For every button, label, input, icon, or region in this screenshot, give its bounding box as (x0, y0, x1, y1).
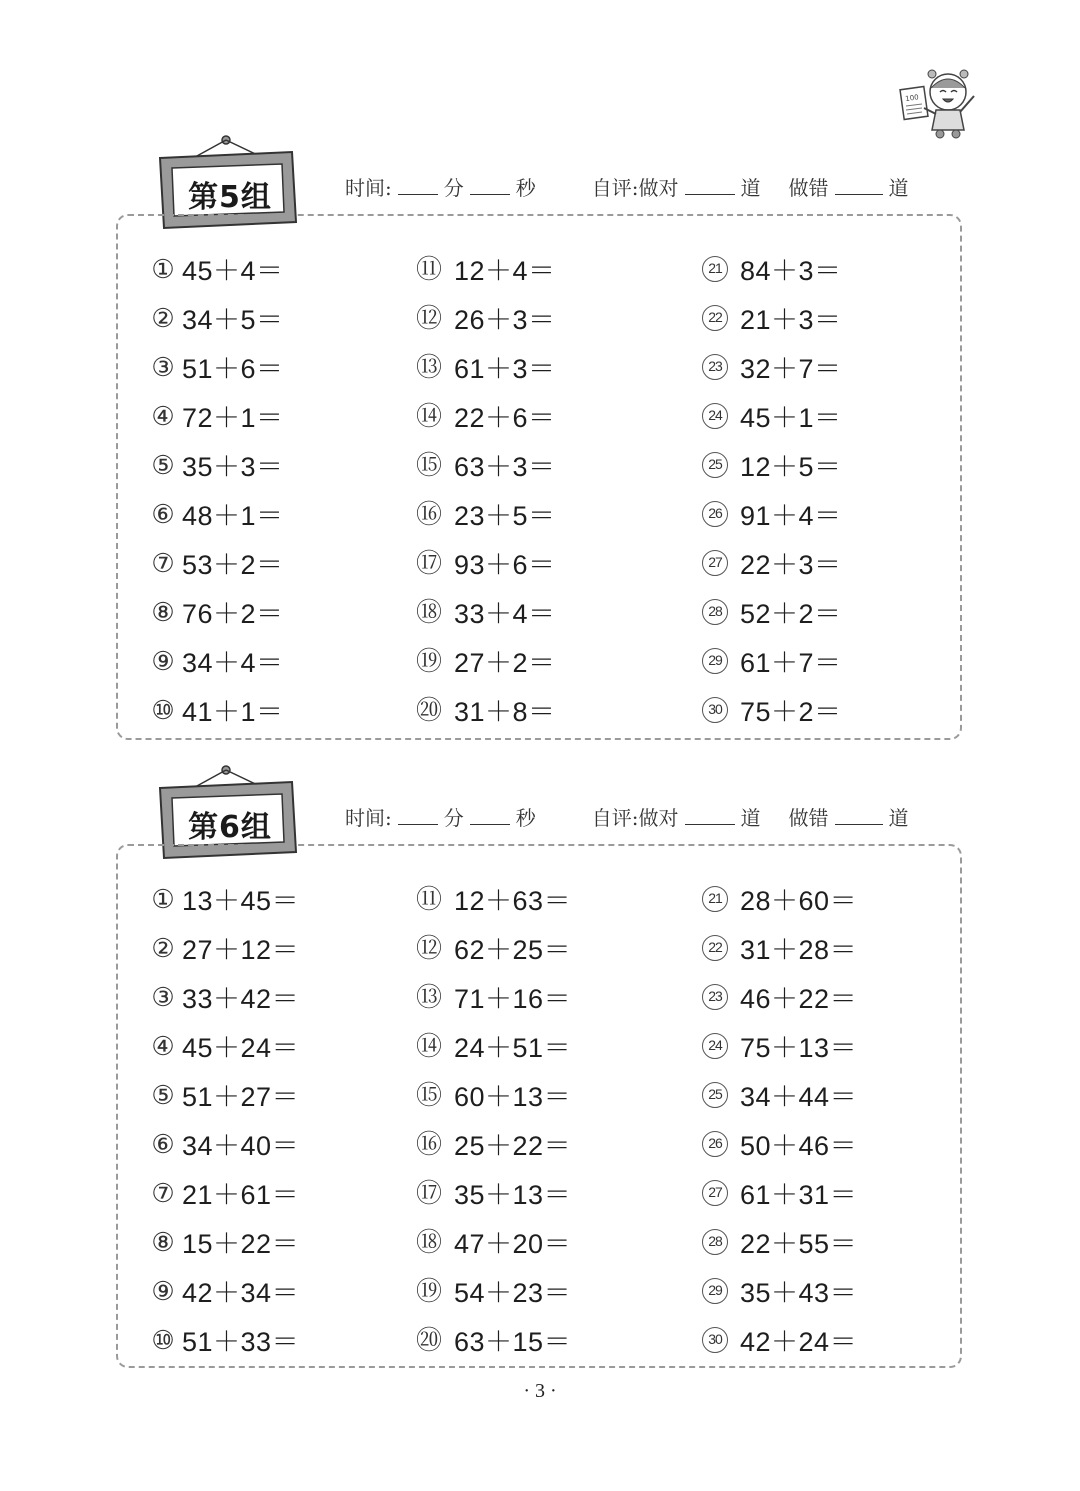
problem-number: ⑭ (416, 400, 443, 431)
problem-item (702, 923, 857, 972)
problem-column (416, 874, 571, 1364)
problem-number: ⑤ (151, 449, 175, 480)
problem-number: 30 (702, 1327, 728, 1353)
problem-item (150, 440, 284, 489)
problem-expression: 22＋3＝ (740, 550, 842, 580)
problem-item (150, 293, 284, 342)
problem-number: ⑱ (416, 596, 443, 627)
problem-column (416, 244, 556, 734)
problem-number: ⑪ (416, 253, 443, 284)
problem-number: ⑨ (151, 645, 175, 676)
problem-item (150, 1315, 299, 1364)
problem-number: ⑯ (416, 498, 443, 529)
problem-item (416, 1266, 571, 1315)
problem-number: ⑲ (416, 645, 443, 676)
problem-expression: 52＋2＝ (740, 599, 842, 629)
problem-number: ⑨ (151, 1275, 175, 1306)
problem-expression: 32＋7＝ (740, 354, 842, 384)
problem-expression: 15＋22＝ (182, 1229, 300, 1259)
correct-count-blank[interactable] (685, 176, 735, 195)
problem-item (150, 1070, 299, 1119)
problem-expression: 42＋34＝ (182, 1278, 300, 1308)
problem-number: ⑬ (416, 981, 443, 1012)
problem-number: 24 (702, 1033, 728, 1059)
problem-expression: 45＋1＝ (740, 403, 842, 433)
problem-expression: 33＋4＝ (454, 599, 556, 629)
problem-item (702, 587, 842, 636)
section-title: 第5组 (188, 180, 272, 215)
problem-item (702, 342, 842, 391)
problem-item (702, 1168, 857, 1217)
problem-number: ⑫ (416, 302, 443, 333)
problem-number: ⑮ (416, 449, 443, 480)
problem-number: 23 (702, 354, 728, 380)
problem-expression: 34＋4＝ (182, 648, 284, 678)
problem-item (150, 636, 284, 685)
problem-item (150, 538, 284, 587)
problem-expression: 62＋25＝ (454, 935, 572, 965)
problem-expression: 93＋6＝ (454, 550, 556, 580)
problem-number: ⑫ (416, 932, 443, 963)
problem-number: ⑩ (151, 694, 175, 725)
problem-expression: 31＋8＝ (454, 697, 556, 727)
problem-item (416, 440, 556, 489)
problem-expression: 42＋24＝ (740, 1327, 858, 1357)
problem-number: 29 (702, 1278, 728, 1304)
problem-number: ⑧ (151, 596, 175, 627)
problem-number: ③ (151, 981, 175, 1012)
problem-number: 28 (702, 1229, 728, 1255)
problem-item (702, 440, 842, 489)
problem-expression: 33＋42＝ (182, 984, 300, 1014)
problem-expression: 27＋12＝ (182, 935, 300, 965)
problem-number: ⑮ (416, 1079, 443, 1110)
problem-expression: 61＋31＝ (740, 1180, 858, 1210)
problem-expression: 34＋40＝ (182, 1131, 300, 1161)
problem-number: 27 (702, 550, 728, 576)
problem-number: 26 (702, 501, 728, 527)
problem-number: ⑰ (416, 1177, 443, 1208)
problem-item (150, 685, 284, 734)
problem-expression: 60＋13＝ (454, 1082, 572, 1112)
problem-expression: 21＋3＝ (740, 305, 842, 335)
problem-item (702, 972, 857, 1021)
problem-expression: 72＋1＝ (182, 403, 284, 433)
problem-expression: 22＋6＝ (454, 403, 556, 433)
problem-number: 27 (702, 1180, 728, 1206)
problem-number: ② (151, 932, 175, 963)
problem-number: ⑩ (151, 1324, 175, 1355)
problem-item (150, 1021, 299, 1070)
problem-number: 26 (702, 1131, 728, 1157)
problem-item (702, 1021, 857, 1070)
problem-column (150, 244, 284, 734)
problem-number: ⑪ (416, 883, 443, 914)
problem-item (416, 923, 571, 972)
mascot-paper-text: 100 (904, 93, 920, 104)
problem-expression: 46＋22＝ (740, 984, 858, 1014)
exercise-section (0, 130, 1080, 727)
problem-expression: 28＋60＝ (740, 886, 858, 916)
problem-item (702, 1266, 857, 1315)
problem-item (702, 1070, 857, 1119)
problem-number: ⑭ (416, 1030, 443, 1061)
problem-expression: 23＋5＝ (454, 501, 556, 531)
problem-number: 25 (702, 452, 728, 478)
problem-item (702, 489, 842, 538)
problem-expression: 75＋2＝ (740, 697, 842, 727)
problem-item (416, 391, 556, 440)
self-eval-label: 自评:做对 (591, 806, 679, 830)
problem-number: ⑬ (416, 351, 443, 382)
problem-expression: 76＋2＝ (182, 599, 284, 629)
problem-item (416, 1217, 571, 1266)
problem-item (416, 1021, 571, 1070)
wrong-count-blank[interactable] (835, 806, 883, 825)
minute-label: 分 (443, 806, 464, 830)
problem-item (416, 636, 556, 685)
problem-item (702, 1119, 857, 1168)
problem-number: ⑳ (416, 1324, 443, 1355)
section-title: 第6组 (188, 810, 272, 845)
score-info (345, 802, 909, 831)
seconds-blank[interactable] (470, 806, 510, 825)
problem-number: ④ (151, 1030, 175, 1061)
problem-expression: 50＋46＝ (740, 1131, 858, 1161)
correct-count-blank[interactable] (685, 806, 735, 825)
problem-expression: 24＋51＝ (454, 1033, 572, 1063)
problem-item (150, 391, 284, 440)
problem-item (416, 1315, 571, 1364)
problem-number: ⑲ (416, 1275, 443, 1306)
seconds-blank[interactable] (470, 176, 510, 195)
problem-item (416, 972, 571, 1021)
problem-item (150, 587, 284, 636)
problem-expression: 53＋2＝ (182, 550, 284, 580)
unit-label: 道 (888, 806, 909, 830)
problem-number: 22 (702, 935, 728, 961)
problem-number: 21 (702, 886, 728, 912)
unit-label: 道 (740, 806, 761, 830)
wrong-count-blank[interactable] (835, 176, 883, 195)
second-label: 秒 (515, 176, 536, 200)
problem-number: ④ (151, 400, 175, 431)
problem-expression: 47＋20＝ (454, 1229, 572, 1259)
problem-number: ⑰ (416, 547, 443, 578)
problem-expression: 71＋16＝ (454, 984, 572, 1014)
problem-expression: 12＋63＝ (454, 886, 572, 916)
problem-item (416, 587, 556, 636)
problem-number: 29 (702, 648, 728, 674)
problem-expression: 45＋24＝ (182, 1033, 300, 1063)
problem-expression: 25＋22＝ (454, 1131, 572, 1161)
time-label: 时间: (345, 806, 392, 830)
problem-expression: 84＋3＝ (740, 256, 842, 286)
minute-label: 分 (443, 176, 464, 200)
wrong-label: 做错 (788, 176, 829, 200)
problem-item (702, 391, 842, 440)
problem-expression: 54＋23＝ (454, 1278, 572, 1308)
problem-expression: 51＋6＝ (182, 354, 284, 384)
problem-number: 28 (702, 599, 728, 625)
problem-number: ① (151, 253, 175, 284)
problem-item (416, 685, 556, 734)
problem-expression: 63＋3＝ (454, 452, 556, 482)
time-label: 时间: (345, 176, 392, 200)
problem-number: ⑧ (151, 1226, 175, 1257)
problem-item (416, 489, 556, 538)
problem-expression: 12＋4＝ (454, 256, 556, 286)
problem-item (150, 923, 299, 972)
problem-item (416, 874, 571, 923)
problem-expression: 61＋3＝ (454, 354, 556, 384)
problem-number: ⑯ (416, 1128, 443, 1159)
problem-number: ③ (151, 351, 175, 382)
problem-column (150, 874, 299, 1364)
problem-number: ② (151, 302, 175, 333)
problem-number: 30 (702, 697, 728, 723)
problem-expression: 61＋7＝ (740, 648, 842, 678)
problem-expression: 35＋43＝ (740, 1278, 858, 1308)
problem-expression: 34＋5＝ (182, 305, 284, 335)
problem-item (150, 342, 284, 391)
problem-expression: 91＋4＝ (740, 501, 842, 531)
page-number: · 3 · (523, 1380, 557, 1402)
problem-number: 21 (702, 256, 728, 282)
problem-item (150, 1266, 299, 1315)
problem-expression: 35＋3＝ (182, 452, 284, 482)
problem-item (416, 244, 556, 293)
problem-number: 25 (702, 1082, 728, 1108)
problem-item (416, 1070, 571, 1119)
minutes-blank[interactable] (398, 176, 438, 195)
problem-item (702, 1217, 857, 1266)
problem-expression: 26＋3＝ (454, 305, 556, 335)
problem-expression: 21＋61＝ (182, 1180, 300, 1210)
problem-item (416, 1168, 571, 1217)
problem-expression: 45＋4＝ (182, 256, 284, 286)
problem-number: ⑥ (151, 498, 175, 529)
problem-number: ⑦ (151, 547, 175, 578)
problem-expression: 31＋28＝ (740, 935, 858, 965)
unit-label: 道 (888, 176, 909, 200)
problem-item (150, 1217, 299, 1266)
problem-expression: 51＋27＝ (182, 1082, 300, 1112)
minutes-blank[interactable] (398, 806, 438, 825)
problem-number: ⑱ (416, 1226, 443, 1257)
problem-item (416, 293, 556, 342)
problem-expression: 12＋5＝ (740, 452, 842, 482)
problem-number: 22 (702, 305, 728, 331)
problem-expression: 13＋45＝ (182, 886, 300, 916)
second-label: 秒 (515, 806, 536, 830)
problem-item (416, 1119, 571, 1168)
problem-item (150, 1168, 299, 1217)
problem-item (702, 685, 842, 734)
problem-number: ⑦ (151, 1177, 175, 1208)
problem-item (150, 972, 299, 1021)
problem-column (702, 244, 842, 734)
problem-column (702, 874, 857, 1364)
problem-expression: 22＋55＝ (740, 1229, 858, 1259)
wrong-label: 做错 (788, 806, 829, 830)
problem-number: 24 (702, 403, 728, 429)
problem-expression: 75＋13＝ (740, 1033, 858, 1063)
problem-item (416, 538, 556, 587)
problem-item (416, 342, 556, 391)
problem-expression: 63＋15＝ (454, 1327, 572, 1357)
problem-number: ⑳ (416, 694, 443, 725)
problem-expression: 51＋33＝ (182, 1327, 300, 1357)
exercise-section (0, 760, 1080, 1357)
problem-item (702, 293, 842, 342)
unit-label: 道 (740, 176, 761, 200)
problem-expression: 48＋1＝ (182, 501, 284, 531)
problem-item (150, 874, 299, 923)
problem-number: 23 (702, 984, 728, 1010)
problem-expression: 41＋1＝ (182, 697, 284, 727)
problem-expression: 34＋44＝ (740, 1082, 858, 1112)
problem-item (702, 1315, 857, 1364)
problem-item (702, 538, 842, 587)
problem-number: ⑤ (151, 1079, 175, 1110)
problem-expression: 35＋13＝ (454, 1180, 572, 1210)
score-info (345, 172, 909, 201)
problem-item (150, 1119, 299, 1168)
problem-number: ⑥ (151, 1128, 175, 1159)
problem-item (702, 636, 842, 685)
problem-item (702, 244, 842, 293)
problem-item (150, 489, 284, 538)
problem-expression: 27＋2＝ (454, 648, 556, 678)
problem-item (702, 874, 857, 923)
self-eval-label: 自评:做对 (591, 176, 679, 200)
problem-number: ① (151, 883, 175, 914)
problem-item (150, 244, 284, 293)
